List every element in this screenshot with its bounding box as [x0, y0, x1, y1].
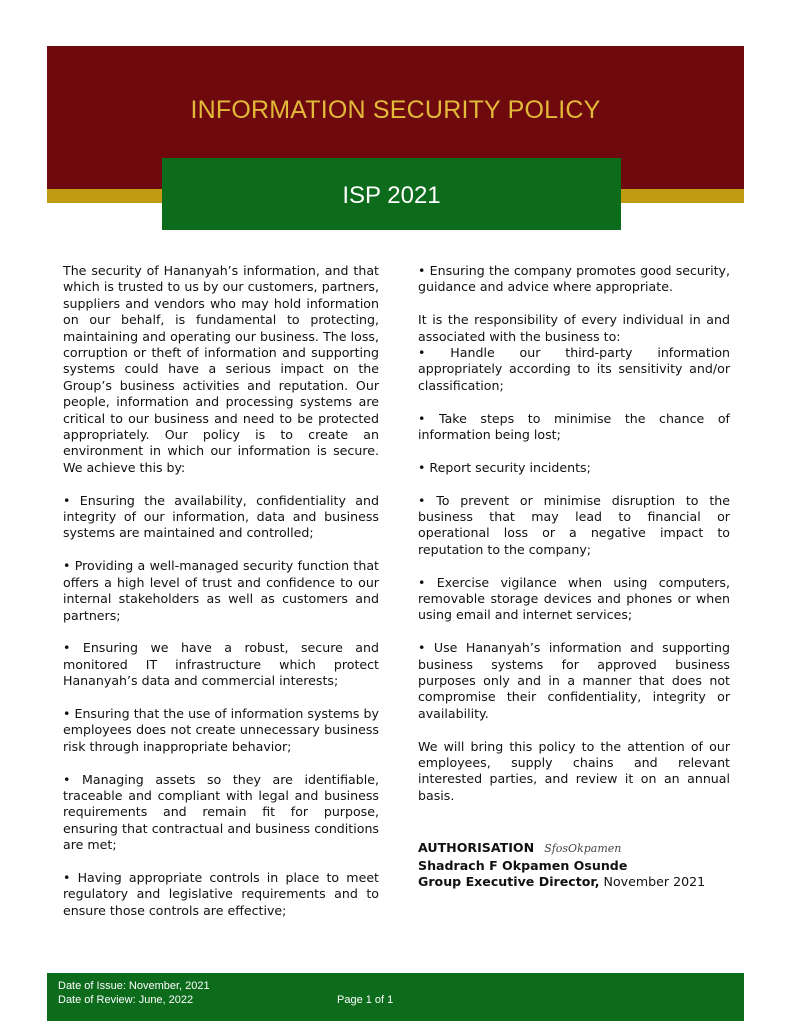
- list-item: • Providing a well-managed security function that offers a high level of trust and confidence to our internal stakeholders as well as customers and partners;: [63, 558, 379, 623]
- authorisation-label: AUTHORISATION: [418, 840, 535, 856]
- document-title: INFORMATION SECURITY POLICY: [190, 96, 601, 124]
- footer-bar: [47, 973, 744, 1021]
- intro-paragraph: The security of Hananyah’s information, and that which is trusted to us by our customers, partners, suppliers and vendors who may hold information on our behalf, is fundamental to protecting, maintaining and operating our business. The loss, corruption or theft of information and supporting systems could have a serious impact on the Group’s business activities and reputation. Our people, information and processing systems are critical to our business and need to be protected appropriately. Our policy is to create an environment in which our information is secure. We achieve this by:: [63, 263, 379, 475]
- list-item: • Ensuring that the use of information systems by employees does not create unnecessary business risk through inappropriate behavior;: [63, 705, 379, 754]
- authorisation-block: [418, 840, 730, 890]
- right-column: [418, 263, 730, 891]
- list-item: • Ensuring the availability, confidentiality and integrity of our information, data and business systems are maintained and controlled;: [63, 492, 379, 541]
- page-number: Page 1 of 1: [337, 994, 394, 1006]
- list-item: • Use Hananyah’s information and supporting business systems for approved business purposes only and in a manner that does not compromise their confidentiality, integrity or availability.: [418, 640, 730, 721]
- subtitle-box: [162, 158, 621, 230]
- list-item: • Handle our third-party information appropriately according to its sensitivity and/or classification;: [418, 345, 730, 393]
- responsibility-intro: It is the responsibility of every individual in and associated with the business to:: [418, 312, 730, 344]
- list-item: • To prevent or minimise disruption to the business that may lead to financial or operational loss or a negative impact to reputation to the company;: [418, 492, 730, 557]
- list-item: • Ensuring the company promotes good security, guidance and advice where appropriate.: [418, 263, 730, 295]
- signatory-name: Shadrach F Okpamen Osunde: [418, 857, 628, 873]
- left-column: [63, 263, 379, 936]
- signatory-role: Group Executive Director,: [418, 874, 600, 890]
- review-date: Date of Review: June, 2022: [58, 994, 194, 1006]
- document-subtitle: ISP 2021: [342, 182, 441, 209]
- list-item: • Exercise vigilance when using computers, removable storage devices and phones or when using email and internet services;: [418, 574, 730, 623]
- closing-paragraph: We will bring this policy to the attention of our employees, supply chains and relevant interested parties, and review it on an annual basis.: [418, 738, 730, 803]
- issue-date: Date of Issue: November, 2021: [58, 980, 210, 992]
- list-item: • Report security incidents;: [418, 459, 591, 475]
- list-item: • Managing assets so they are identifiable, traceable and compliant with legal and business requirements and remain fit for purpose, ensuring that contractual and business conditions are met;: [63, 771, 379, 853]
- signature: SfosOkpamen: [544, 842, 622, 856]
- list-item: • Having appropriate controls in place to meet regulatory and legislative requirements and to ensure those controls are effective;: [63, 869, 379, 918]
- list-item: • Take steps to minimise the chance of information being lost;: [418, 410, 730, 443]
- authorisation-date: November 2021: [599, 874, 706, 890]
- list-item: • Ensuring we have a robust, secure and monitored IT infrastructure which protect Hananyah’s data and commercial interests;: [63, 640, 379, 689]
